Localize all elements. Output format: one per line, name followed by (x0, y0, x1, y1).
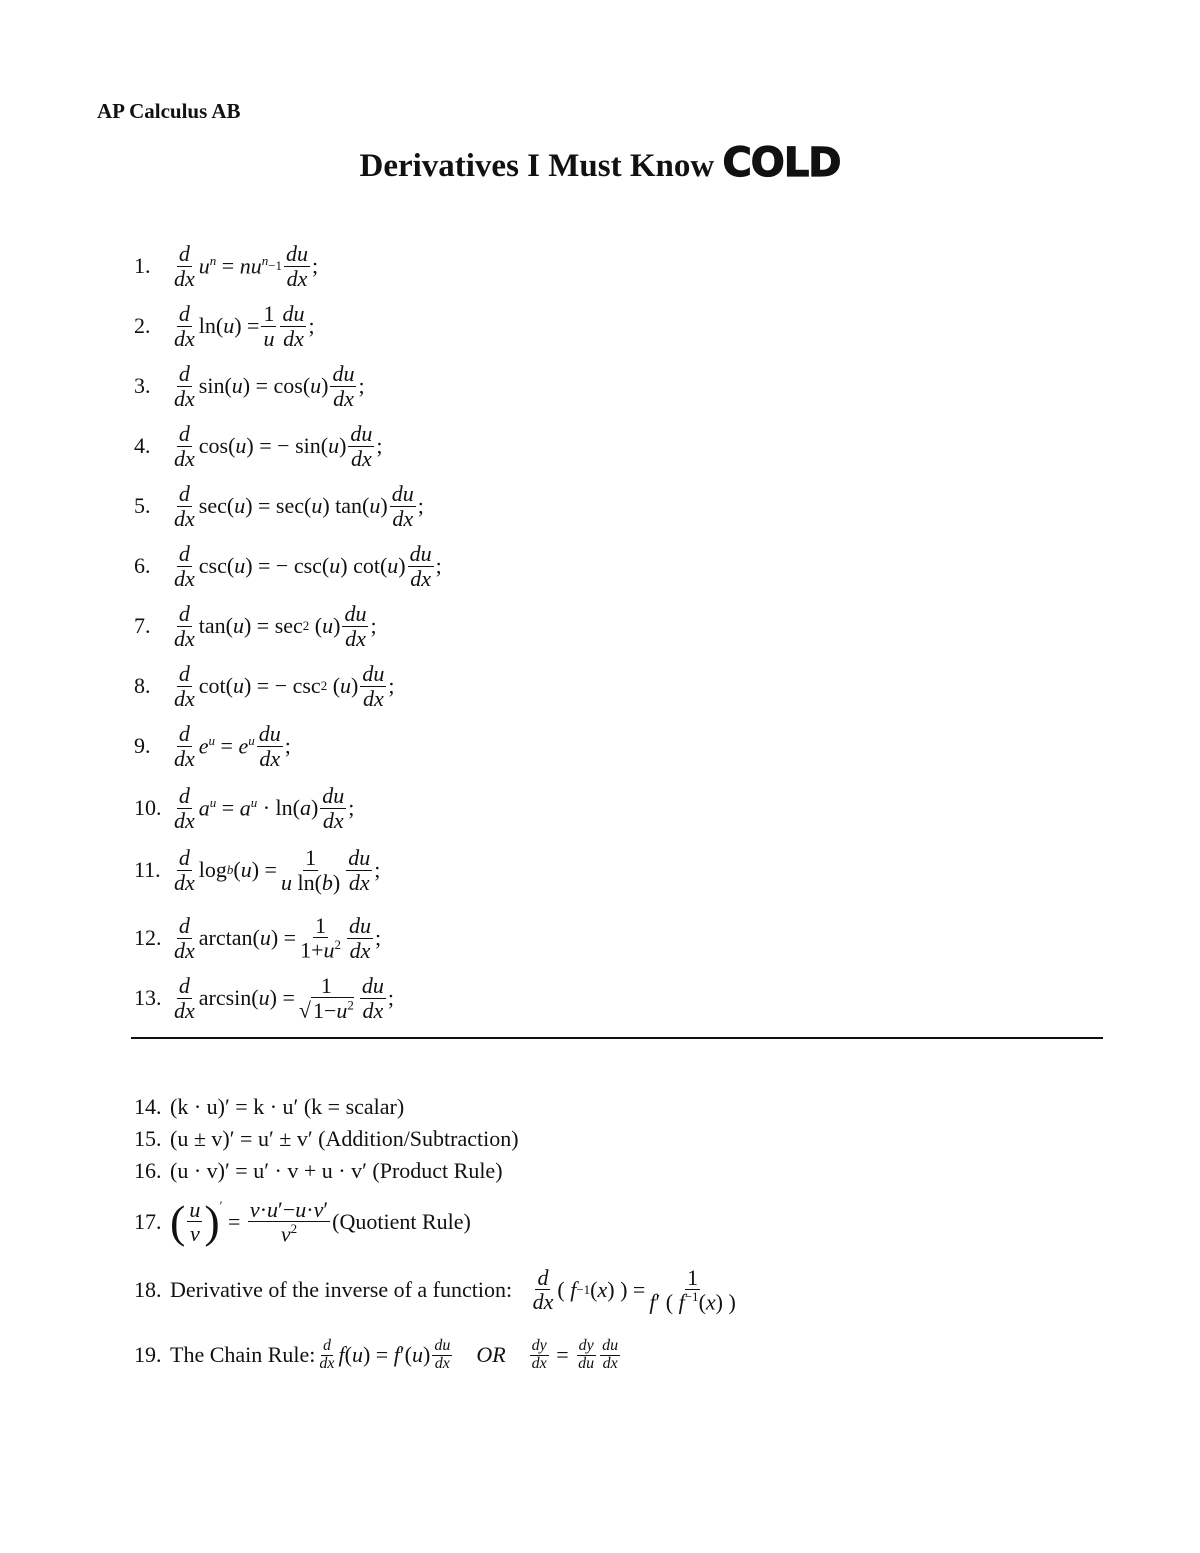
rule-number: 18. (134, 1276, 162, 1302)
rule-number: 19. (134, 1342, 162, 1368)
formula-number: 9. (134, 733, 151, 758)
title-emphasis: COLD (722, 140, 841, 186)
formula-number: 2. (134, 313, 151, 338)
rule-17: 17. ( $\frac{u}{v}$ ) ′ = $\frac{v\cdot u'-u\cdot v'}{v^2}$ (Quotient Rule) (134, 1195, 471, 1247)
rule-text: (u ± v)′ = u′ ± v′ (Addition/Subtraction) (170, 1126, 519, 1151)
formula-10: 10. $\frac{d}{dx}$ $a^u$ = $a^u$ · ln( a ) $\frac{du}{dx}$ ; (134, 783, 355, 833)
rule-number: 15. (134, 1126, 162, 1151)
formula-1: 1. $\frac{d}{dx}$ $u^n$ = $nu^n$ −1 $\frac{du}{dx}$ ; (134, 241, 319, 291)
formula-number: 5. (134, 493, 151, 518)
formula-7: 7. $\frac{d}{dx}$ tan( u ) = sec 2 ( u ) $\frac{du}{dx}$ ; (134, 601, 377, 651)
rule-15 (134, 1126, 519, 1152)
formula-number: 7. (134, 613, 151, 638)
formula-5: 5. $\frac{d}{dx}$ sec( u ) = sec( u ) tan( u ) $\frac{du}{dx}$ ; (134, 481, 424, 531)
du-dx: $\frac{du}{dx}$ (286, 241, 309, 291)
formula-number: 11. (134, 857, 161, 882)
rule-16 (134, 1158, 503, 1184)
rule-number: 17. (134, 1208, 162, 1234)
formula-number: 6. (134, 553, 151, 578)
page-title (0, 140, 1200, 186)
rule-number: 16. (134, 1158, 162, 1183)
rule-text: (Quotient Rule) (332, 1208, 471, 1234)
rule-text: (k · u)′ = k · u′ (k = scalar) (170, 1094, 405, 1119)
formula-13: 13. $\frac{d}{dx}$ arcsin( u ) = $\frac{1}{√1-u^2}$ $\frac{du}{dx}$ ; (134, 973, 394, 1023)
or-text: OR (476, 1342, 506, 1368)
formula-number: 8. (134, 673, 151, 698)
formula-number: 3. (134, 373, 151, 398)
formula-4: 4. $\frac{d}{dx}$ cos( u ) = − sin( u ) $\frac{du}{dx}$ ; (134, 421, 383, 471)
formula-3: 3. $\frac{d}{dx}$ sin( u ) = cos( u ) $\frac{du}{dx}$ ; (134, 361, 365, 411)
formula-2: 2. $\frac{d}{dx}$ ln( u ) = $\frac{1}{u}$ $\frac{du}{dx}$ ; (134, 301, 315, 351)
d-dx: $\frac{d}{dx}$ (174, 241, 195, 291)
rule-18: 18. Derivative of the inverse of a function: $\frac{d}{dx}$ ( f −1 ( x ) ) = $\frac{1}{f' ( f^{-1}(x) )}$ (134, 1265, 736, 1315)
title-text: Derivatives I Must Know (359, 148, 715, 184)
rule-text: (u · v)′ = u′ · v + u · v′ (Product Rule) (170, 1158, 503, 1183)
rule-14 (134, 1094, 404, 1120)
rule-text: The Chain Rule: (170, 1342, 316, 1368)
formula-8: 8. $\frac{d}{dx}$ cot( u ) = − csc 2 ( u ) $\frac{du}{dx}$ ; (134, 661, 395, 711)
formula-9: 9. $\frac{d}{dx}$ $e^u$ = $e^u$ $\frac{du}{dx}$ ; (134, 721, 291, 771)
rule-number: 14. (134, 1094, 162, 1119)
section-divider (131, 1037, 1103, 1039)
formula-11: 11. $\frac{d}{dx}$ log b ( u ) = $\frac{1}{\text{u ln(b)}}$ $\frac{du}{dx}$ ; (134, 845, 381, 895)
formula-number: 10. (134, 795, 162, 820)
formula-number: 4. (134, 433, 151, 458)
formula-number: 13. (134, 985, 162, 1010)
formula-number: 12. (134, 925, 162, 950)
formula-6: 6. $\frac{d}{dx}$ csc( u ) = − csc( u ) cot( u ) $\frac{du}{dx}$ ; (134, 541, 442, 591)
course-name: AP Calculus AB (97, 99, 241, 123)
rule-text: Derivative of the inverse of a function: (170, 1276, 513, 1302)
rule-19: 19. The Chain Rule: $\frac{d}{dx}$ f ( u ) = f ′( u ) $\frac{du}{dx}$ OR $\frac{dy}{dx}$ = $\frac{dy}{du}$ $\frac{du}{dx}$ (134, 1337, 619, 1372)
formula-number: 1. (134, 253, 151, 278)
formula-12: 12. $\frac{d}{dx}$ arctan( u ) = $\frac{1}{1+u^2}$ $\frac{du}{dx}$ ; (134, 913, 382, 963)
